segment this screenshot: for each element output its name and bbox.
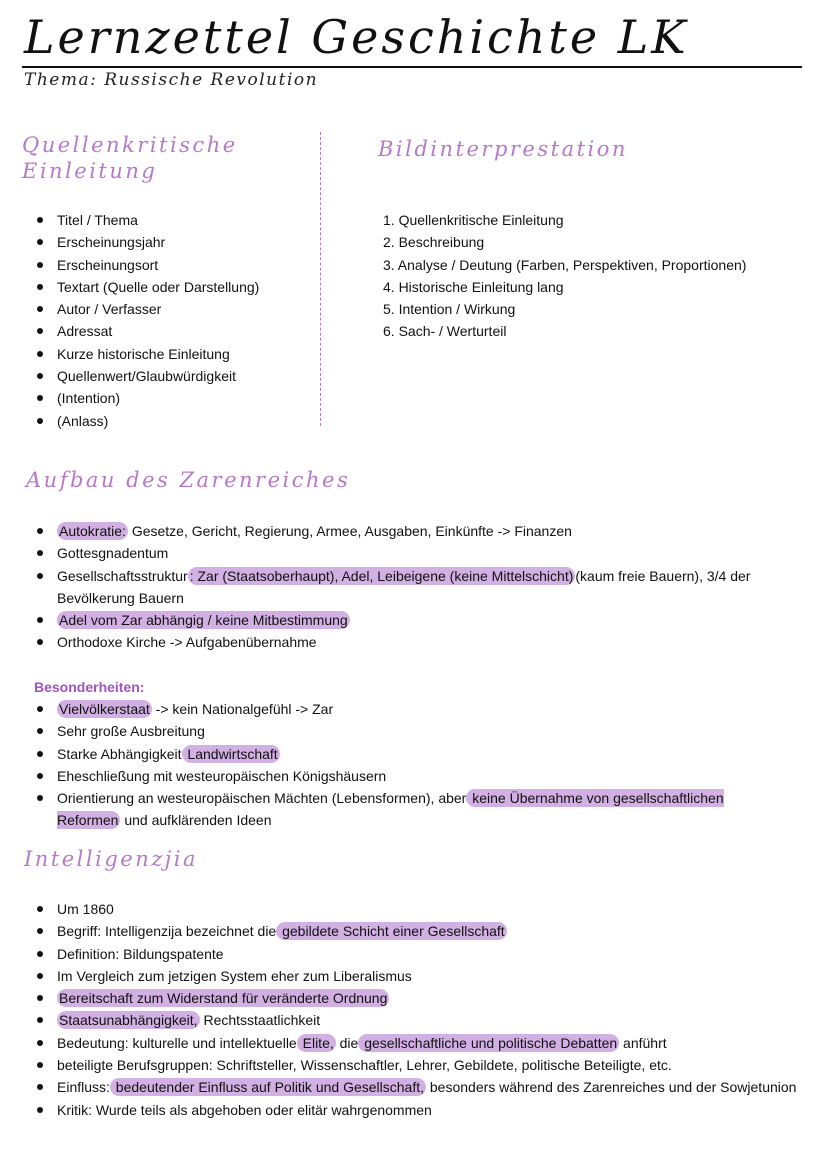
- text: Gesetze, Gericht, Regierung, Armee, Ausgaben, Einkünfte -> Finanzen: [127, 523, 572, 539]
- text: besonders während des Zarenreiches und der Sowjetunion: [426, 1079, 797, 1096]
- list-item: 2. Beschreibung: [383, 234, 485, 251]
- page-title: Lernzettel Geschichte LK: [24, 10, 689, 64]
- list-item: beteiligte Berufsgruppen: Schriftsteller, Wissenschaftler, Lehrer, Gebildete, politische Beteiligte, etc.: [34, 1054, 814, 1076]
- list-item: 6. Sach- / Werturteil: [383, 323, 507, 340]
- besonderheiten-list: [34, 698, 779, 832]
- text: die: [335, 1034, 359, 1051]
- heading-line-1: Quellenkritische: [22, 133, 238, 157]
- highlight: Adel vom Zar abhängig / keine Mitbestimmung: [59, 612, 348, 629]
- list-item: Adressat: [34, 320, 314, 342]
- text: Orientierung an westeuropäischen Mächten (Lebensformen), aber: [57, 790, 467, 807]
- aufbau-list: [34, 520, 774, 654]
- highlight: Vielvölkerstaat: [59, 701, 150, 717]
- column-divider: [320, 132, 321, 426]
- highlight: Landwirtschaft: [183, 745, 278, 762]
- list-item: 5. Intention / Wirkung: [383, 301, 516, 318]
- list-item: [34, 1076, 814, 1098]
- topic-subtitle: Thema: Russische Revolution: [24, 70, 319, 90]
- heading-aufbau-zarenreich: Aufbau des Zarenreiches: [26, 468, 351, 492]
- list-item: Autor / Verfasser: [34, 298, 314, 320]
- list-item: [34, 698, 779, 720]
- list-item: [34, 609, 774, 631]
- list-item: [34, 1032, 814, 1054]
- list-item: [34, 565, 774, 610]
- list-item: [34, 1009, 814, 1031]
- list-item: Im Vergleich zum jetzigen System eher zum Liberalismus: [34, 965, 814, 987]
- text: -> kein Nationalgefühl -> Zar: [151, 701, 334, 717]
- list-item: Quellenwert/Glaubwürdigkeit: [34, 365, 314, 387]
- list-item: [34, 987, 814, 1009]
- list-item: Textart (Quelle oder Darstellung): [34, 276, 314, 298]
- list-item: Orthodoxe Kirche -> Aufgabenübernahme: [34, 631, 774, 653]
- text: Rechtsstaatlichkeit: [199, 1012, 321, 1029]
- list-item: 4. Historische Einleitung lang: [383, 278, 564, 295]
- list-item: [34, 520, 774, 542]
- subheading-besonderheiten: Besonderheiten:: [34, 679, 145, 695]
- list-item: Gottesgnadentum: [34, 542, 774, 564]
- highlight: Elite,: [298, 1034, 334, 1051]
- bild-list: [383, 209, 803, 343]
- list-item: Titel / Thema: [34, 209, 314, 231]
- list-item: [34, 787, 779, 832]
- text: anführt: [619, 1034, 667, 1051]
- text: Starke Abhängigkeit: [57, 745, 182, 762]
- list-item: Eheschließung mit westeuropäischen Königshäusern: [34, 765, 779, 787]
- list-item: (Anlass): [34, 410, 314, 432]
- highlight: gesellschaftliche und politische Debatten: [360, 1034, 618, 1051]
- highlight: gebildete Schicht einer Gesellschaft: [278, 923, 505, 940]
- highlight: : Zar (Staatsoberhaupt), Adel, Leibeigene (keine Mittelschicht): [189, 567, 574, 584]
- list-item: Kritik: Wurde teils als abgehoben oder elitär wahrgenommen: [34, 1099, 814, 1121]
- list-item: Erscheinungsjahr: [34, 231, 314, 253]
- list-item: Um 1860: [34, 898, 814, 920]
- text: (kaum freie Bauern), 3/4 der Bevölkerung Bauern: [57, 567, 751, 606]
- list-item: [34, 743, 779, 765]
- text: Gesellschaftsstruktur: [57, 567, 188, 584]
- list-item: Sehr große Ausbreitung: [34, 720, 779, 742]
- text: Bedeutung: kulturelle und intellektuelle: [57, 1034, 297, 1051]
- list-item: Kurze historische Einleitung: [34, 343, 314, 365]
- list-item: 1. Quellenkritische Einleitung: [383, 212, 564, 228]
- heading-line-2: Einleitung: [22, 159, 158, 183]
- intelligenzija-list: [34, 898, 814, 1121]
- text: und aufklärenden Ideen: [120, 812, 272, 829]
- text: Einfluss:: [57, 1079, 110, 1096]
- highlight: Bereitschaft zum Widerstand für veränderte Ordnung: [59, 990, 388, 1007]
- list-item: Erscheinungsort: [34, 254, 314, 276]
- highlight: bedeutender Einfluss auf Politik und Gesellschaft,: [111, 1079, 424, 1096]
- list-item: 3. Analyse / Deutung (Farben, Perspektiven, Proportionen): [383, 256, 747, 273]
- text: Begriff: Intelligenzija bezeichnet die: [57, 923, 277, 940]
- list-item: Definition: Bildungspatente: [34, 943, 814, 965]
- quellen-list: [34, 209, 314, 432]
- heading-bildinterpretation: Bildinterprestation: [378, 137, 628, 161]
- highlight: Staatsunabhängigkeit,: [59, 1012, 198, 1029]
- heading-quellenkritische-einleitung: [22, 132, 238, 184]
- title-underline: [22, 66, 802, 68]
- highlight: Autokratie:: [59, 523, 126, 539]
- list-item: (Intention): [34, 387, 314, 409]
- list-item: [34, 920, 814, 942]
- highlight: keine Übernahme von gesellschaftlichen Reformen: [57, 790, 724, 829]
- heading-intelligenzija: Intelligenzjia: [24, 847, 199, 871]
